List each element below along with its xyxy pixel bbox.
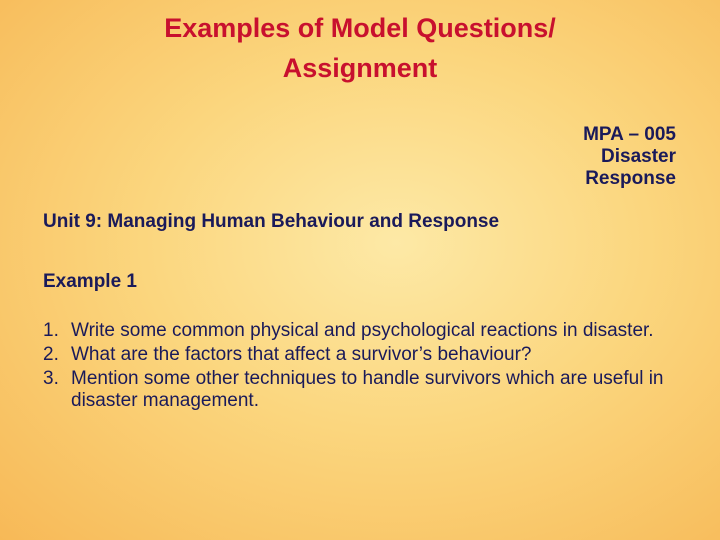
question-number: 1. [43, 320, 59, 341]
question-item [43, 368, 683, 412]
question-text: What are the factors that affect a survivor’s behaviour? [71, 344, 532, 365]
course-info [583, 124, 676, 190]
question-item [43, 344, 683, 366]
example-label: Example 1 [43, 271, 137, 292]
question-list [43, 320, 683, 414]
course-name-line-2: Response [585, 168, 676, 189]
slide-title-line-2: Assignment [282, 53, 438, 83]
question-number: 2. [43, 344, 59, 365]
question-item [43, 320, 683, 342]
unit-heading: Unit 9: Managing Human Behaviour and Response [43, 211, 500, 232]
question-text: Mention some other techniques to handle survivors which are useful in disaster management. [71, 368, 664, 411]
slide-title-line-1: Examples of Model Questions/ [164, 13, 556, 43]
question-number: 3. [43, 368, 59, 389]
question-text: Write some common physical and psychological reactions in disaster. [71, 320, 654, 341]
slide-title [40, 8, 680, 88]
course-code: MPA – 005 [583, 124, 676, 145]
course-name-line-1: Disaster [601, 146, 676, 167]
